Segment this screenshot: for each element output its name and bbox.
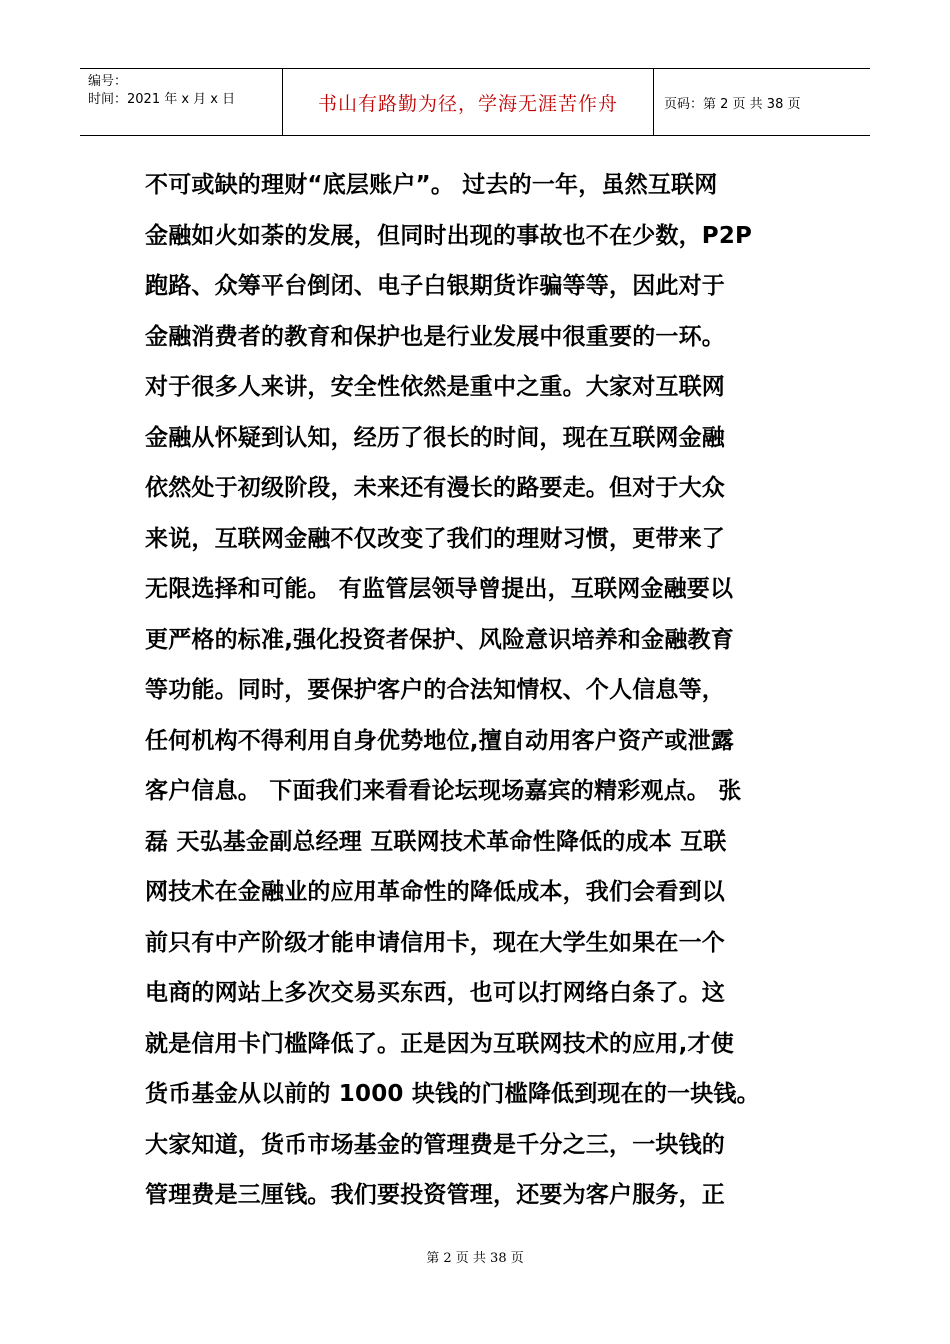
text-line: 管理费是三厘钱。我们要投资管理，还要为客户服务，正 [145, 1182, 725, 1208]
text-line: 对于很多人来讲，安全性依然是重中之重。大家对互联网 [145, 374, 725, 400]
text-line: 磊 天弘基金副总经理 互联网技术革命性降低的成本 互联 [145, 828, 727, 855]
text-line: 金融如火如荼的发展，但同时出现的事故也不在少数，P2P [145, 222, 753, 249]
text-line: 大家知道，货币市场基金的管理费是千分之三，一块钱的 [145, 1131, 725, 1158]
text-line: 金融消费者的教育和保护也是行业发展中很重要的一环。 [145, 323, 725, 350]
text-line: 无限选择和可能。 有监管层领导曾提出，互联网金融要以 [145, 576, 734, 602]
text-line: 货币基金从以前的 1000 块钱的门槛降低到现在的一块钱。 [145, 1081, 760, 1107]
document-header [80, 68, 870, 136]
time-label: 时间：2021 年 x 月 x 日 [88, 92, 236, 107]
header-meta [80, 69, 282, 135]
text-line: 依然处于初级阶段，未来还有漫长的路要走。但对于大众 [145, 475, 725, 501]
number-label: 编号： [88, 74, 128, 89]
text-line: 就是信用卡门槛降低了。正是因为互联网技术的应用,才使 [145, 1030, 734, 1057]
text-line: 客户信息。 下面我们来看看论坛现场嘉宾的精彩观点。 张 [145, 778, 742, 804]
text-line: 前只有中产阶级才能申请信用卡，现在大学生如果在一个 [145, 929, 725, 956]
text-line: 网技术在金融业的应用革命性的降低成本，我们会看到以 [145, 879, 725, 905]
text-line: 金融从怀疑到认知，经历了很长的时间，现在互联网金融 [145, 424, 725, 451]
header-motto: 书山有路勤为径，学海无涯苦作舟 [282, 69, 654, 135]
text-line: 等功能。同时，要保护客户的合法知情权、个人信息等， [145, 677, 725, 703]
page-footer: 第 2 页 共 38 页 [426, 1251, 524, 1266]
body-text [145, 160, 810, 1221]
header-page-info: 页码：第 2 页 共 38 页 [664, 96, 801, 112]
text-line: 不可或缺的理财“底层账户”。 过去的一年，虽然互联网 [145, 172, 718, 198]
text-line: 任何机构不得利用自身优势地位,擅自动用客户资产或泄露 [145, 727, 734, 754]
text-line: 跑路、众筹平台倒闭、电子白银期货诈骗等等，因此对于 [145, 273, 725, 299]
text-line: 电商的网站上多次交易买东西，也可以打网络白条了。这 [145, 980, 725, 1006]
text-line: 更严格的标准,强化投资者保护、风险意识培养和金融教育 [145, 626, 734, 653]
text-line: 来说，互联网金融不仅改变了我们的理财习惯，更带来了 [145, 525, 725, 552]
